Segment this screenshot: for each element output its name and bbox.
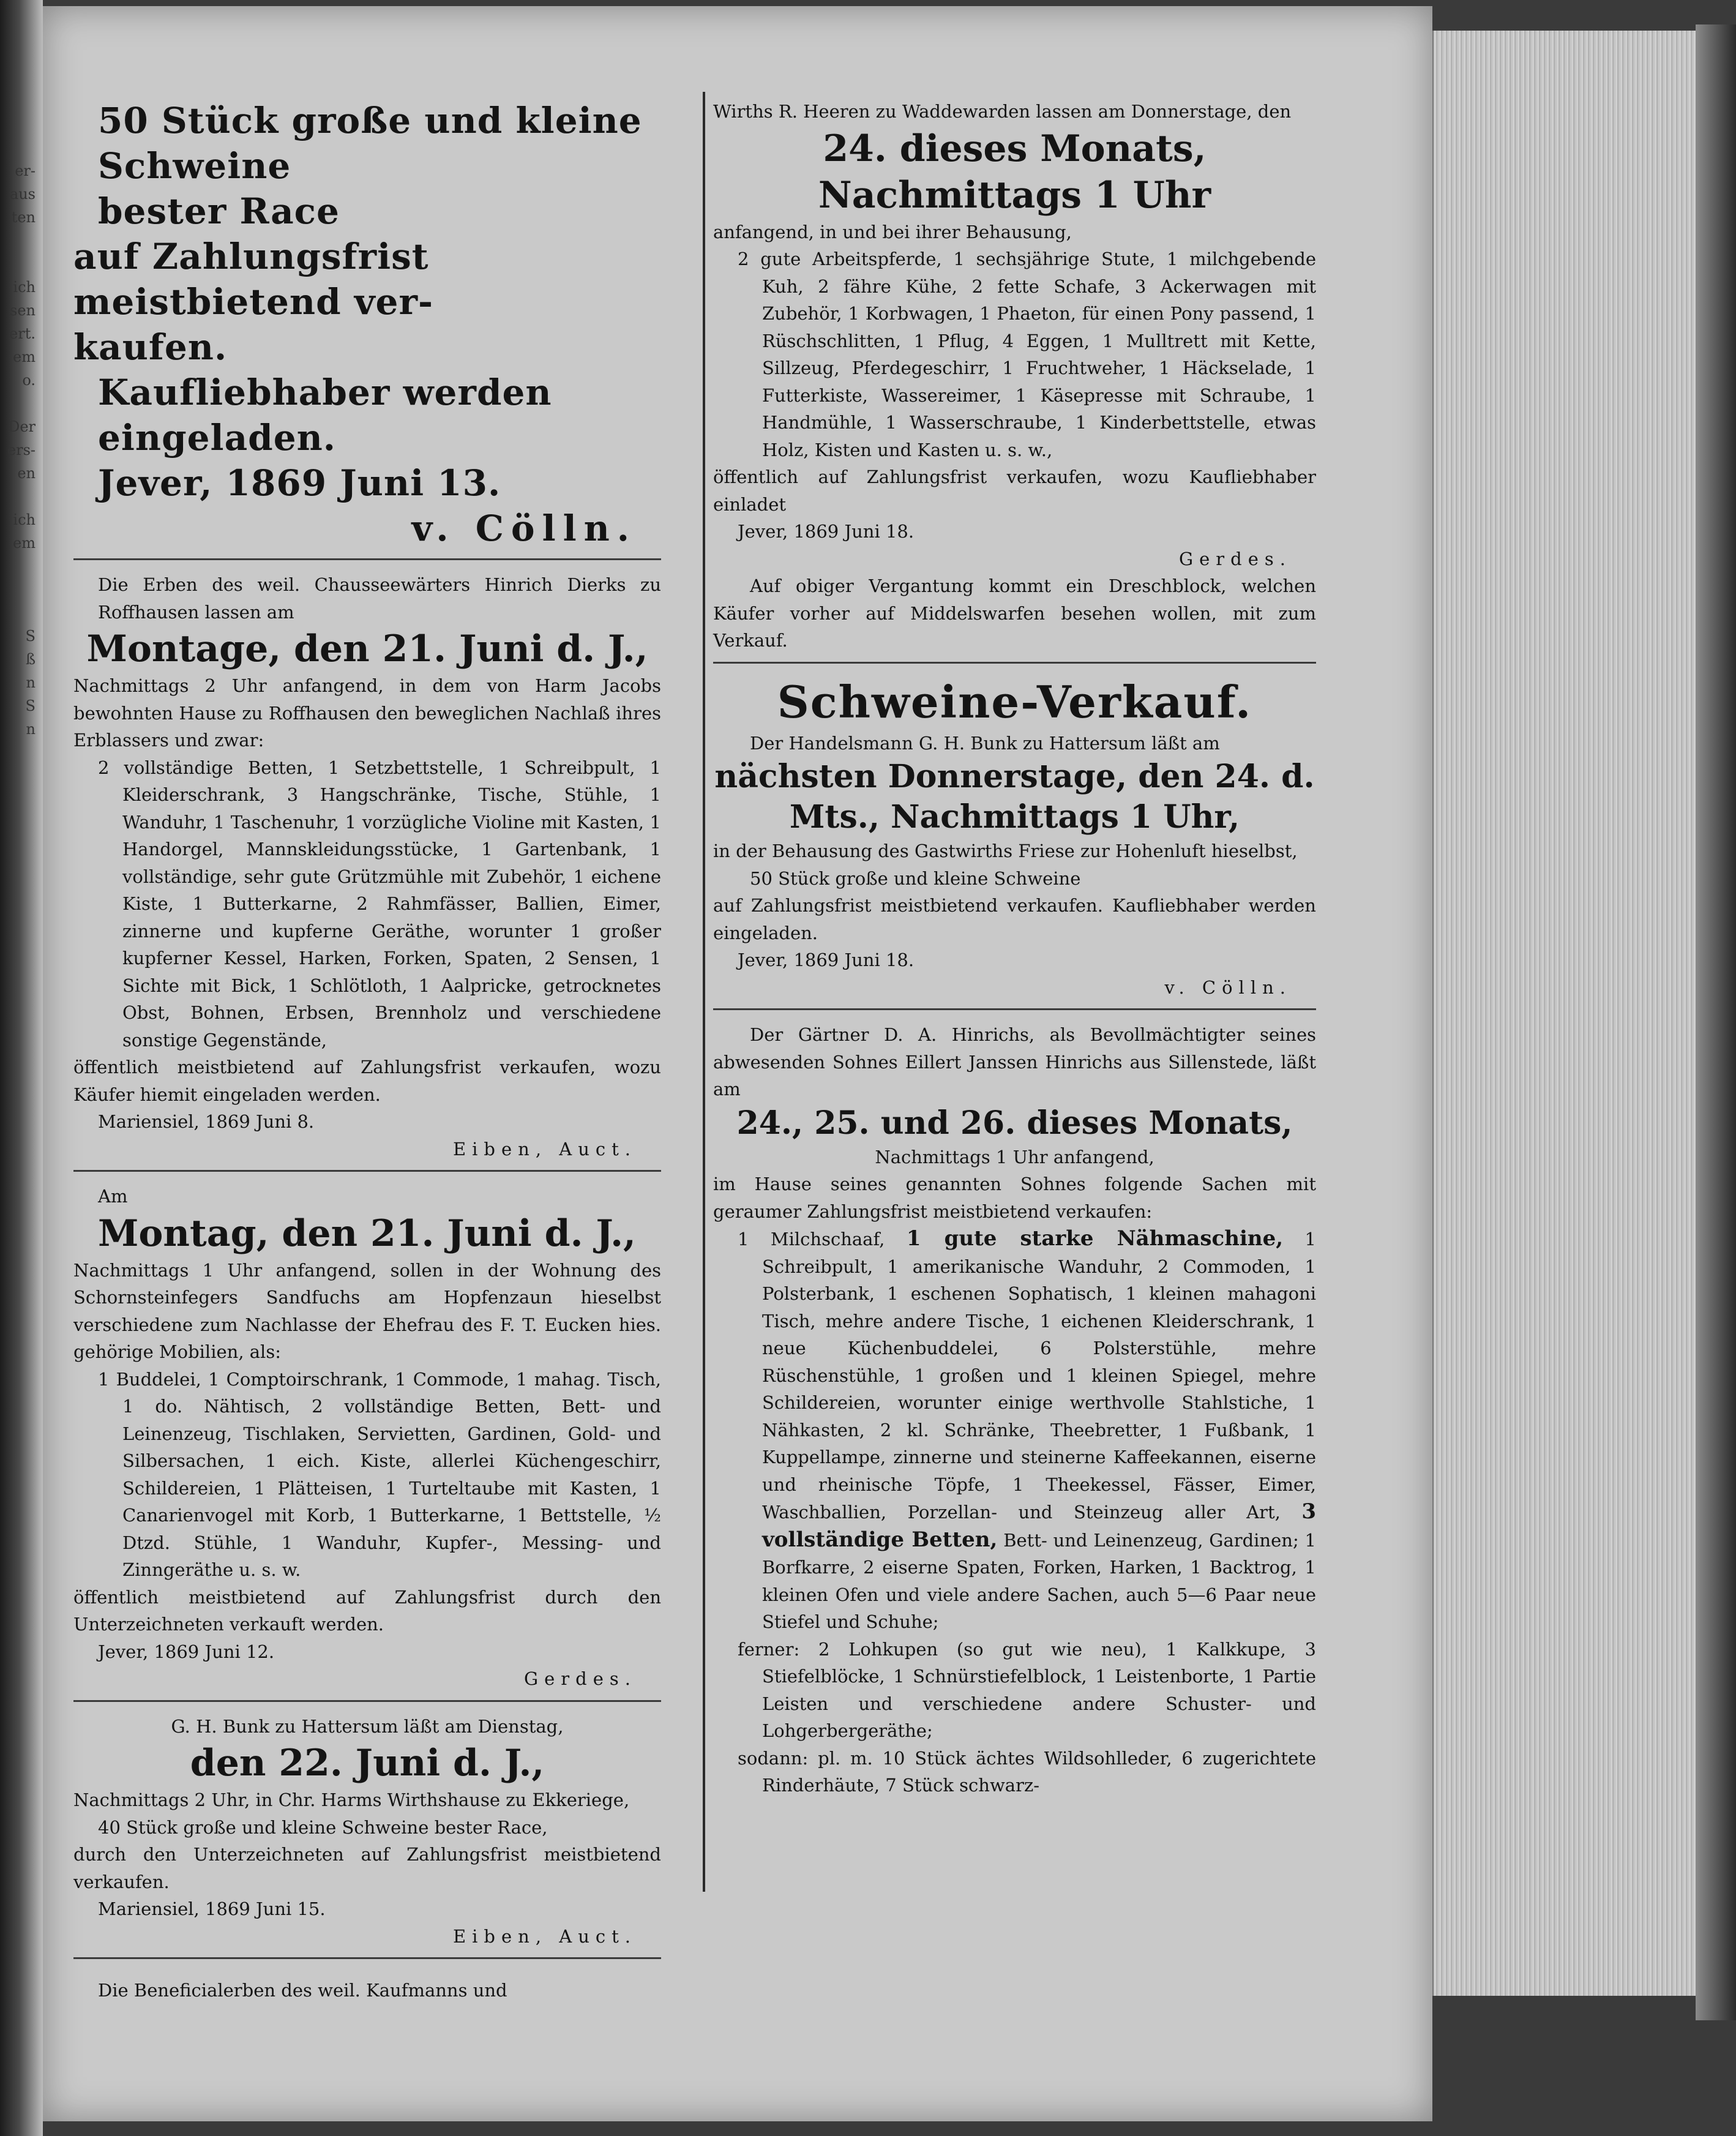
ad-dateline: Jever, 1869 Juni 18.	[738, 521, 915, 542]
ad-intro: Am	[98, 1186, 128, 1207]
previous-page-fragment: em	[13, 348, 36, 365]
column-rule	[703, 92, 705, 1892]
previous-page-fragment: er-	[15, 162, 36, 179]
ad-dateline: Mariensiel, 1869 Juni 8.	[98, 1111, 315, 1132]
previous-page-fragment: en	[17, 465, 36, 482]
ad-items-highlight: 3 vollständige Betten,	[762, 1499, 1316, 1552]
ad-date-heading: den 22. Juni d. J.,	[190, 1742, 545, 1785]
ad-items	[713, 1225, 1316, 1636]
ad-signature: Gerdes.	[523, 1668, 637, 1689]
book-edge-shadow	[1696, 24, 1736, 2020]
ad-closing: durch den Unterzeichneten auf Zahlungsfrist meistbietend verkaufen.	[73, 1844, 661, 1892]
ad-estate-eucken	[73, 1183, 661, 1693]
ad-items-part: 1 Milchschaaf,	[738, 1229, 907, 1250]
ad-date-heading: 24. dieses Monats,	[823, 127, 1207, 170]
ad-closing: auf Zahlungsfrist meistbietend verkaufen. Kaufliebhaber werden eingeladen.	[713, 895, 1316, 943]
ad-closing: öffentlich meistbietend auf Zahlungsfrist verkaufen, wozu Käufer hiemit eingeladen werden.	[73, 1057, 661, 1105]
previous-page-fragment: S	[25, 628, 36, 645]
previous-page-fragment: ich	[13, 279, 36, 296]
ad-intro: Der Gärtner D. A. Hinrichs, als Bevollmächtigter seines abwesenden Sohnes Eillert Janssen Hinrichs aus Sillenstede, läßt am	[713, 1024, 1316, 1100]
ad-line: auf Zahlungsfrist meistbietend ver-	[73, 236, 434, 323]
ad-auction-hinrichs	[713, 1021, 1316, 1799]
previous-page-fragment: ß	[25, 651, 36, 668]
ad-body: Nachmittags 2 Uhr, in Chr. Harms Wirthshause zu Ekkeriege,	[73, 1789, 630, 1810]
ad-signature: v. Cölln.	[411, 508, 637, 549]
previous-page-fragment: S	[25, 697, 36, 714]
ad-items-ferner: ferner: 2 Lohkupen (so gut wie neu), 1 Kalkkupe, 3 Stiefelblöcke, 1 Schnürstiefelblock, 1 Leistenborte, 1 Partie Leisten und verschiedene andere Schuster- und Lohgerbergeräthe;	[738, 1638, 1316, 1741]
ad-items: 1 Buddelei, 1 Comptoirschrank, 1 Commode, 1 mahag. Tisch, 1 do. Nähtisch, 2 vollständige Betten, Bett- und Leinenzeug, Tischlaken, Servietten, Gardinen, Gold- und Silbersachen, 1 eich. Kiste, allerlei Küchengeschirr, Schildereien, 1 Plätteisen, 1 Turteltaube mit Kasten, 1 Canarienvogel mit Korb, 1 Butterkarne, 1 Bettstelle, ½ Dtzd. Stühle, 1 Wanduhr, Kupfer-, Messing- und Zinngeräthe u. s. w.	[98, 1368, 661, 1580]
separator	[713, 662, 1316, 664]
ad-dateline: Jever, 1869 Juni 18.	[738, 950, 915, 970]
ad-title: Schweine-Verkauf.	[777, 675, 1252, 728]
ad-items-part: 1 Schreibpult, 1 amerikanische Wanduhr, 2 Commoden, 1 Polsterbank, 1 eschenen Sophatisch, 1 kleinen mahagoni Tisch, mehre andere Tische, 1 eichenen Kleiderschrank, 1 neue Küchenbuddelei, 6 Polsterstühle, mehre Rüschenstühle, 1 großen und 1 kleinen Spiegel, mehre Schildereien, worunter einige werthvolle Stahlstiche, 1 Nähkasten, 2 kl. Schränke, Theebretter, 1 Fußbank, 1 Kuppellampe, zinnerne und steinerne Kaffeekannen, eiserne und rheinische Töpfe, 1 Theekessel, Fässer, Eimer, Waschballien, Porzellan- und Steinzeug aller Art,	[762, 1229, 1316, 1523]
separator	[73, 1170, 661, 1172]
previous-page-fragment	[0, 392, 36, 415]
separator	[73, 558, 661, 560]
previous-page-fragment	[0, 578, 36, 601]
previous-page-fragment: ert.	[9, 325, 36, 342]
ad-estate-dierks	[73, 571, 661, 1163]
previous-page-fragment: ich	[13, 511, 36, 528]
ad-closing: öffentlich meistbietend auf Zahlungsfrist durch den Unterzeichneten verkauft werden.	[73, 1586, 661, 1635]
ad-dateline: Jever, 1869 Juni 13.	[98, 462, 501, 504]
ad-dateline: Jever, 1869 Juni 12.	[98, 1641, 275, 1662]
previous-page-fragment	[0, 555, 36, 578]
ad-closing: öffentlich auf Zahlungsfrist verkaufen, wozu Kaufliebhaber einladet	[713, 467, 1316, 515]
previous-page-fragment	[0, 485, 36, 508]
previous-page-fragment	[0, 601, 36, 624]
ad-items: 40 Stück große und kleine Schweine bester Race,	[98, 1816, 548, 1838]
previous-page-fragment: o.	[22, 372, 36, 389]
ad-pig-sale-hohenluft	[713, 675, 1316, 1002]
previous-page-fragment: aus	[9, 185, 36, 203]
previous-page-fragment: em	[13, 534, 36, 552]
previous-page-fragment: n	[26, 721, 36, 738]
ad-line: bester Race	[98, 190, 340, 232]
previous-page-fragment	[0, 252, 36, 275]
ad-date-heading: Montage, den 21. Juni d. J.,	[86, 628, 648, 670]
ad-body: Nachmittags 1 Uhr anfangend, sollen in der Wohnung des Schornsteinfegers Sandfuchs am Hopfenzaun hieselbst verschiedene zum Nachlasse der Ehefrau des F. T. Eucken hies. gehörige Mobilien, als:	[73, 1259, 661, 1362]
ad-items: 2 vollständige Betten, 1 Setzbettstelle, 1 Schreibpult, 1 Kleiderschrank, 3 Hangschränke, Tische, Stühle, 1 Wanduhr, 1 Taschenuhr, 1 vorzügliche Violine mit Kasten, 1 Handorgel, Mannskleidungsstücke, 1 Gartenbank, 1 vollständige, sehr gute Grützmühle mit Zubehör, 1 eichene Kiste, 1 Butterkarne, 2 Rahmfässer, Ballien, Eimer, zinnerne und kupferne Geräthe, worunter 1 großer kupferner Kessel, Harken, Forken, Spaten, 2 Sensen, 1 Sichte mit Bick, 1 Schlötloth, 1 Aalpricke, getrocknetes Obst, Bohnen, Erbsen, Brennholz und verschiedene sonstige Gegenstände,	[98, 757, 661, 1051]
ad-pig-sale-coelln	[73, 98, 661, 551]
left-column	[73, 98, 661, 2022]
ad-note: Auf obiger Vergantung kommt ein Dreschblock, welchen Käufer vorher auf Middelswarfen besehen wollen, mit zum Verkauf.	[713, 575, 1316, 651]
ad-signature: Eiben, Auct.	[452, 1925, 637, 1947]
book-page-stack	[1432, 31, 1697, 1996]
previous-page-fragment: ten	[11, 209, 36, 226]
ad-body: anfangend, in und bei ihrer Behausung,	[713, 221, 1072, 242]
previous-page-fragment: sen	[10, 302, 36, 319]
ad-signature: Gerdes.	[1178, 548, 1292, 569]
ad-items: 2 gute Arbeitspferde, 1 sechsjährige Stute, 1 milchgebende Kuh, 2 fähre Kühe, 2 fette Schafe, 3 Ackerwagen mit Zubehör, 1 Korbwagen, 1 Phaeton, für einen Pony passend, 1 Rüschschlitten, 1 Pflug, 4 Eggen, 1 Mulltrett mit Kette, Sillzeug, Pferdegeschirr, 1 Fruchtweher, 1 Häckselade, 1 Futterkiste, Wassereimer, 1 Käsepresse mit Schraube, 1 Handmühle, 1 Wasserschraube, 1 Kinderbettstelle, etwas Holz, Kisten und Kasten u. s. w.,	[738, 249, 1316, 460]
ad-body: im Hause seines genannten Sohnes folgende Sachen mit geraumer Zahlungsfrist meistbietend verkaufen:	[713, 1174, 1316, 1222]
previous-page-fragment: Der	[8, 418, 36, 435]
ad-body: in der Behausung des Gastwirths Friese zur Hohenluft hieselbst,	[713, 841, 1298, 861]
ad-line: Kaufliebhaber werden eingeladen.	[98, 372, 552, 459]
ad-items: 50 Stück große und kleine Schweine	[750, 868, 1081, 889]
ad-dateline: Mariensiel, 1869 Juni 15.	[98, 1898, 326, 1919]
separator	[713, 1008, 1316, 1010]
ad-intro: Die Erben des weil. Chausseewärters Hinrich Dierks zu Roffhausen lassen am	[98, 574, 661, 623]
ad-time-heading: Nachmittags 1 Uhr	[818, 173, 1211, 217]
separator	[73, 1957, 661, 1959]
ad-body: Nachmittags 2 Uhr anfangend, in dem von Harm Jacobs bewohnten Hause zu Roffhausen den beweglichen Nachlaß ihres Erblassers und zwar:	[73, 675, 661, 751]
ad-signature: v. Cölln.	[1164, 976, 1292, 998]
ad-date-heading: nächsten Donnerstage, den 24. d. Mts., Nachmittags 1 Uhr,	[714, 758, 1315, 836]
ad-signature: Eiben, Auct.	[452, 1138, 637, 1160]
ad-items-highlight: 1 gute starke Nähmaschine,	[906, 1226, 1284, 1251]
ad-pig-sale-bunk	[73, 1713, 661, 1951]
ad-line: kaufen.	[73, 326, 228, 368]
ad-intro: G. H. Bunk zu Hattersum läßt am Dienstag,	[171, 1715, 564, 1737]
ad-line: 50 Stück große und kleine Schweine	[98, 100, 642, 187]
previous-page-fragment: n	[26, 674, 36, 691]
right-column	[713, 98, 1316, 1799]
ad-date-heading: 24., 25. und 26. dieses Monats,	[736, 1104, 1293, 1142]
ad-continued-start: Die Beneficialerben des weil. Kaufmanns und	[98, 1980, 507, 2001]
previous-page-fragment	[0, 229, 36, 252]
ad-items-part: Bett- und Leinenzeug, Gardinen; 1 Borfkarre, 2 eiserne Spaten, Forken, Harken, 1 Backtrog, 1 kleinen Ofen und viele andere Sachen, auch 5—6 Paar neue Stiefel und Schuhe;	[762, 1529, 1316, 1632]
ad-items-sodann: sodann: pl. m. 10 Stück ächtes Wildsohlleder, 6 zugerichtete Rinderhäute, 7 Stück schwarz-	[738, 1747, 1316, 1796]
previous-page-fragments	[0, 159, 36, 741]
separator	[73, 1700, 661, 1702]
ad-intro: Wirths R. Heeren zu Waddewarden lassen am Donnerstage, den	[713, 101, 1292, 122]
ad-date-heading: Montag, den 21. Juni d. J.,	[98, 1212, 636, 1255]
ad-time: Nachmittags 1 Uhr anfangend,	[875, 1146, 1154, 1167]
ad-intro: Der Handelsmann G. H. Bunk zu Hattersum läßt am	[750, 732, 1220, 754]
previous-page-fragment: ers-	[7, 441, 36, 459]
ad-auction-heeren	[713, 98, 1316, 654]
